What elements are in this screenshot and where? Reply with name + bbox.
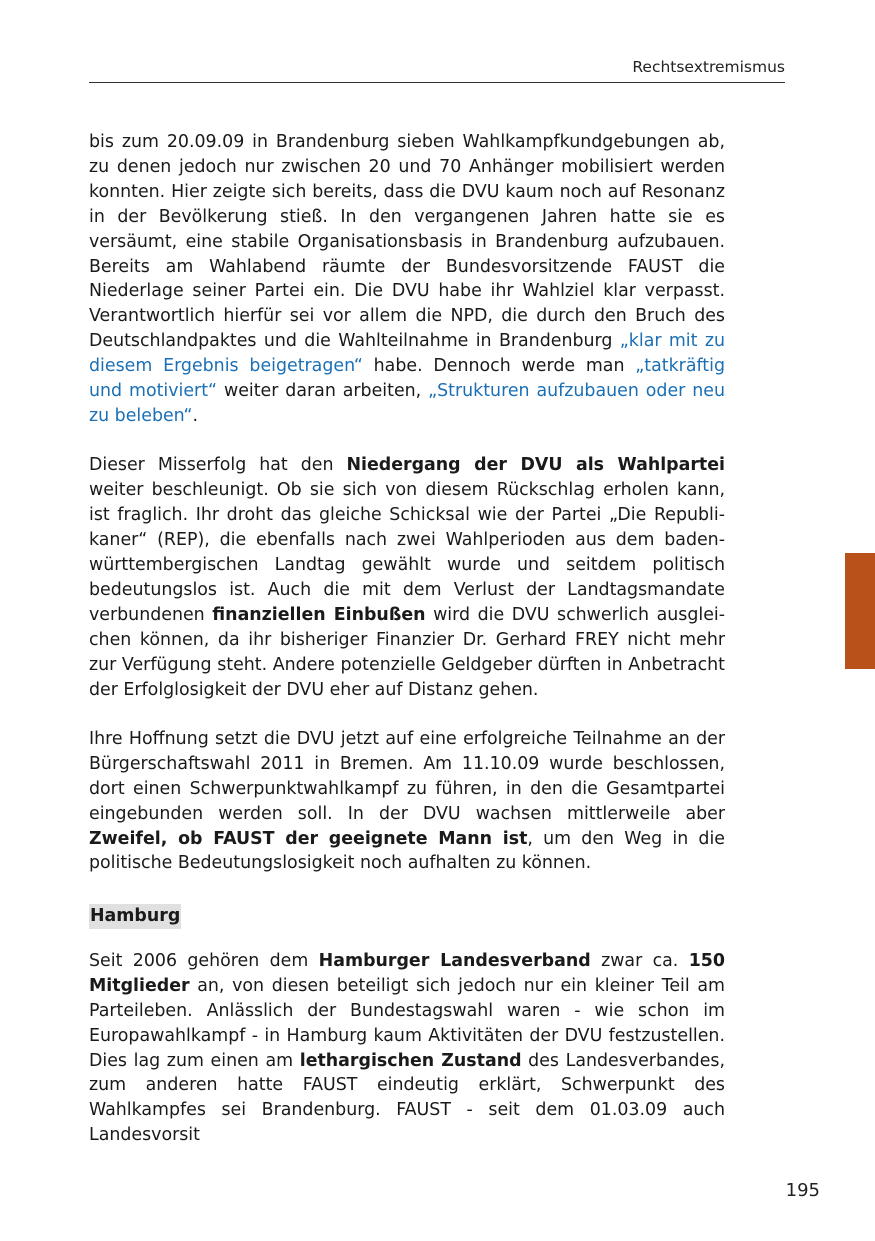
emphasis-mitglieder: 150 Mitglieder <box>89 950 726 996</box>
paragraph-4: Seit 2006 gehören dem Hamburger Landesverband zwar ca. 150 Mitglieder an, von diesen beteiligt sich jedoch nur ein kleiner Teil am Parteileben. Anlässlich der Bundestagswahl waren - wie schon im Europawahlkampf - in Hamburg kaum Aktivitäten der DVU festzustellen. Dies lag zum einen am lethargischen Zustand des Landesverbandes, zum anderen hatte FAUST eindeutig erklärt, Schwerpunkt des Wahlkampfes sei Brandenburg. FAUST - seit dem 01.03.09 auch Landesvorsit <box>89 950 726 1146</box>
emphasis-lethargisch: lethargischen Zustand <box>299 1050 522 1071</box>
paragraph-1: bis zum 20.09.09 in Brandenburg sieben Wahlkampfkundgebungen ab, zu denen jedoch nur zwischen 20 und 70 Anhänger mobilisiert werden konnten. Hier zeigte sich bereits, dass die DVU kaum noch auf Resonanz in der Bevölkerung stieß. In den vergangenen Jahren hatte sie es versäumt, eine stabile Organisationsbasis in Brandenburg aufzubauen. Bereits am Wahlabend räumte der Bundesvorsitzende FAUST die Niederlage seiner Partei ein. Die DVU habe ihr Wahlziel klar verpasst. Verantwortlich hierfür sei vor allem die NPD, die durch den Bruch des Deutschlandpaktes und die Wahlteilnahme in Brandenburg „klar mit zu diesem Ergebnis beigetragen“ habe. Dennoch werde man „tatkräftig und motiviert“ weiter daran arbeiten, „Strukturen aufzubauen oder neu zu beleben“. <box>89 132 725 426</box>
emphasis-einbussen: finanziellen Einbußen <box>212 604 426 625</box>
paragraph-2: Dieser Misserfolg hat den Niedergang der DVU als Wahlpartei weiter beschleunigt. Ob sie sich von diesem Rückschlag erholen kann, ist fraglich. Ihr droht das gleiche Schicksal wie der Partei „Die Republikaner“ (REP), die ebenfalls nach zwei Wahlperioden aus dem baden-württembergischen Landtag gewählt wurde und seitdem politisch bedeutungslos ist. Auch die mit dem Verlust der Landtagsmandate verbundenen finanziellen Einbußen wird die DVU schwerlich ausgleichen können, da ihr bisheriger Finanzier Dr. Gerhard FREY nicht mehr zur Verfügung steht. Andere potenzielle Geldgeber dürften in Anbetracht der Erfolglosigkeit der DVU eher auf Distanz gehen. <box>89 455 726 700</box>
body-text <box>89 130 725 1148</box>
header-rule <box>89 82 785 83</box>
quote-3: „Strukturen aufzubauen oder neu zu beleben“ <box>89 381 725 426</box>
chapter-tab-marker <box>845 553 875 669</box>
emphasis-niedergang: Niedergang der DVU als Wahlpartei <box>346 455 725 476</box>
running-head-title: Rechtsextremismus <box>632 58 785 76</box>
section-heading-wrap <box>89 901 725 949</box>
section-heading-hamburg: Hamburg <box>89 904 181 929</box>
emphasis-zweifel: Zweifel, ob FAUST der geeignete Mann ist <box>89 828 528 849</box>
quote-2: „tatkräftig und motiviert“ <box>89 356 725 402</box>
quote-1: „klar mit zu diesem Ergebnis beigetragen“ <box>89 331 725 377</box>
emphasis-landesverband: Hamburger Landesverband <box>318 950 591 971</box>
paragraph-3: Ihre Hoffnung setzt die DVU jetzt auf eine erfolgreiche Teilnahme an der Bürgerschaftswahl 2011 in Bremen. Am 11.10.09 wurde beschlossen, dort einen Schwerpunktwahlkampf zu führen, in den die Gesamtpartei eingebunden werden soll. In der DVU wachsen mittlerweile aber Zweifel, ob FAUST der geeignete Mann ist, um den Weg in die politische Bedeutungslosigkeit noch aufhalten zu können. <box>89 728 725 874</box>
page-number: 195 <box>785 1180 820 1201</box>
